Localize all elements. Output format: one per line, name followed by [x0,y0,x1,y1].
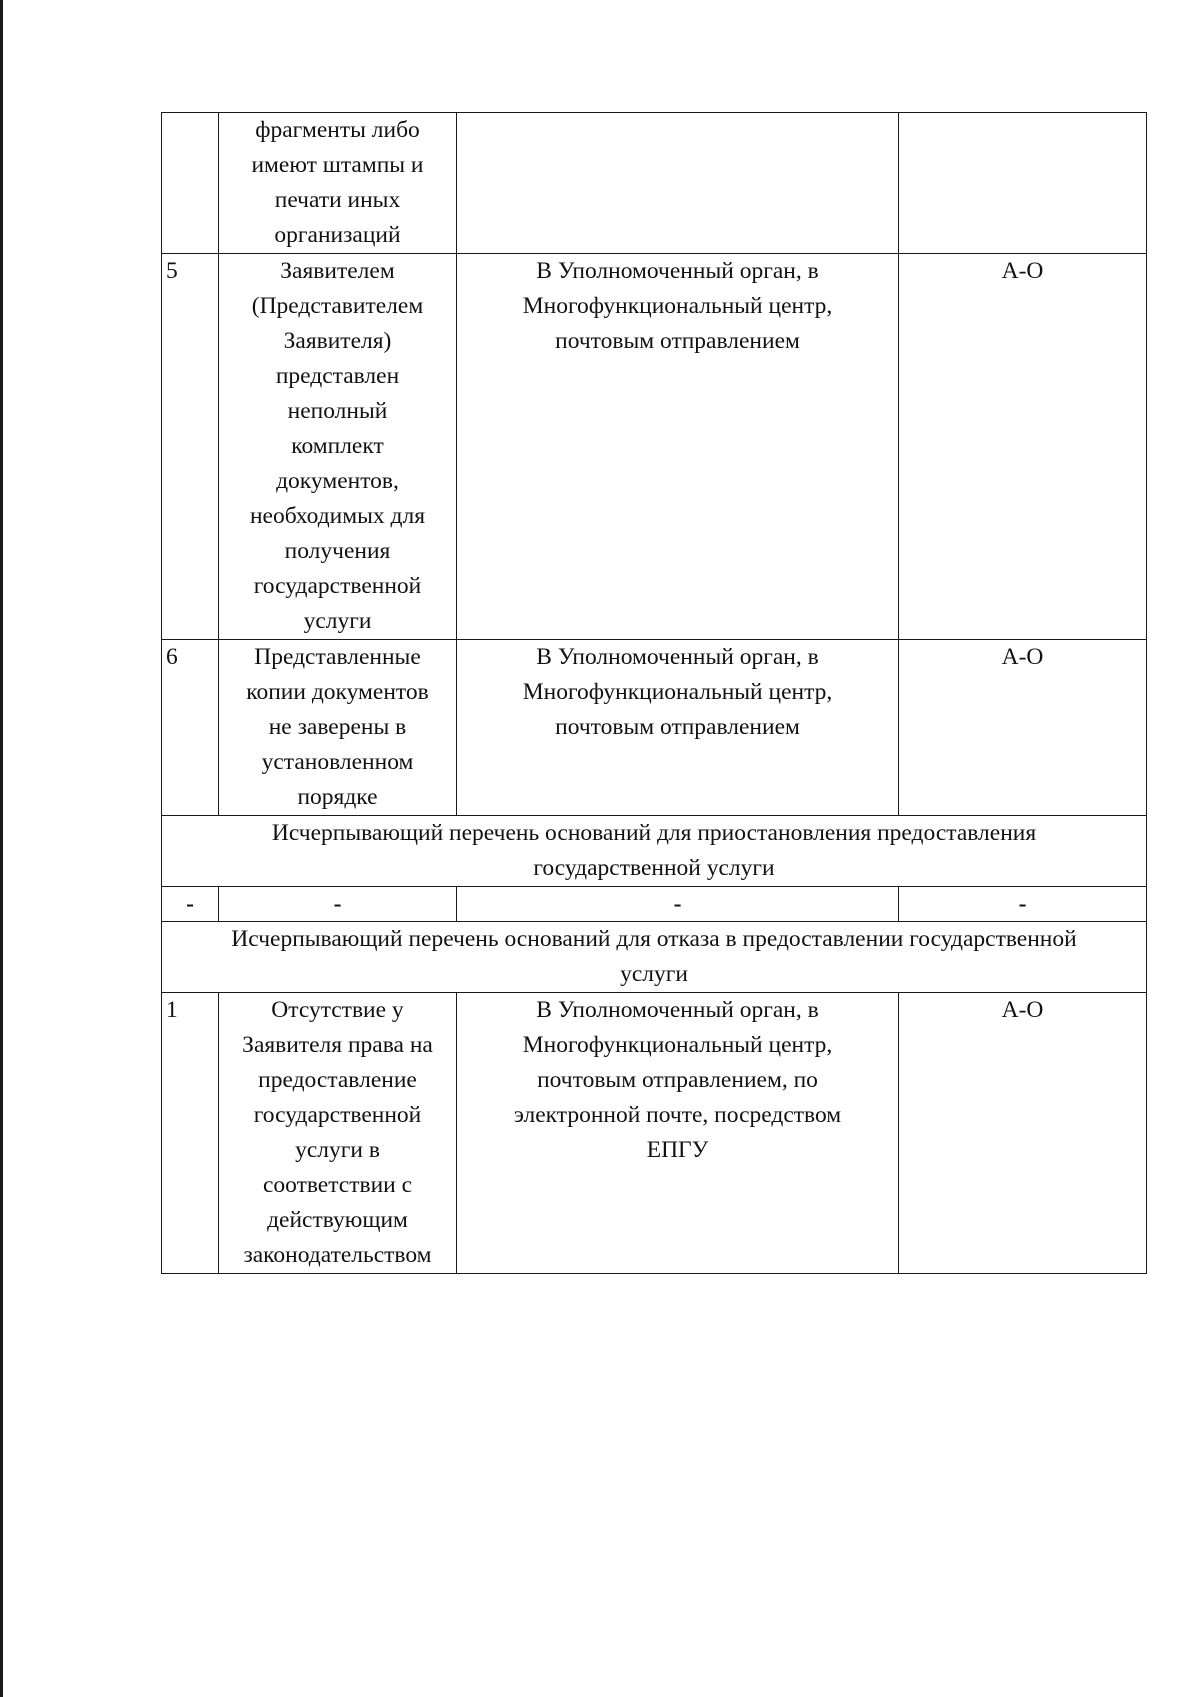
page-left-border [0,0,3,1697]
table-row [162,993,1147,1274]
refusal-section-title: Исчерпывающий перечень оснований для отказа в предоставлении государственной услуги [162,922,1147,993]
row-number: 6 [162,640,219,816]
submission-channel: - [457,887,899,922]
service-code: А-О [899,993,1147,1274]
row-number: 1 [162,993,219,1274]
submission-channel: В Уполномоченный орган, в Многофункциональный центр, почтовым отправлением [457,254,899,640]
table-row [162,113,1147,254]
row-number [162,113,219,254]
ground-description: Отсутствие у Заявителя права на предоставление государственной услуги в соответствии с действующим законодательством [219,993,457,1274]
submission-channel: В Уполномоченный орган, в Многофункциональный центр, почтовым отправлением, по электронной почте, посредством ЕПГУ [457,993,899,1274]
service-code [899,113,1147,254]
refusal-section-row [162,922,1147,993]
service-code: А-О [899,254,1147,640]
row-number: 5 [162,254,219,640]
ground-description: Представленные копии документов не заверены в установленном порядке [219,640,457,816]
row-number: - [162,887,219,922]
table-row [162,254,1147,640]
suspension-section-row [162,816,1147,887]
service-code: А-О [899,640,1147,816]
submission-channel: В Уполномоченный орган, в Многофункциональный центр, почтовым отправлением [457,640,899,816]
ground-description: - [219,887,457,922]
ground-description: Заявителем (Представителем Заявителя) представлен неполный комплект документов, необходимых для получения государственной услуги [219,254,457,640]
ground-description: фрагменты либо имеют штампы и печати иных организаций [219,113,457,254]
table-row [162,887,1147,922]
service-code: - [899,887,1147,922]
grounds-table [161,112,1147,1274]
table-row [162,640,1147,816]
suspension-section-title: Исчерпывающий перечень оснований для приостановления предоставления государственной услуги [162,816,1147,887]
submission-channel [457,113,899,254]
